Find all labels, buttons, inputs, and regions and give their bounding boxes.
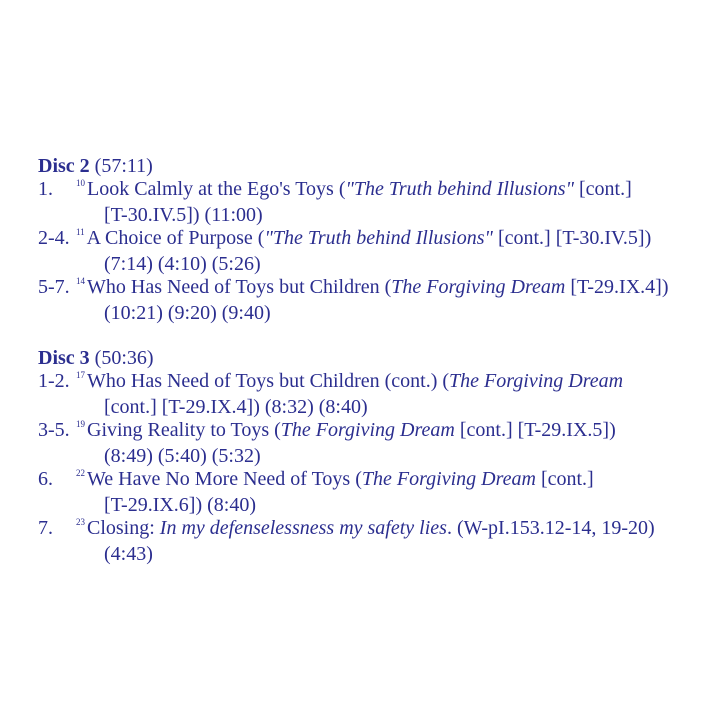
track-ref: [cont.] [T-29.IX.5]) [454, 419, 616, 441]
track-source: The Forgiving Dream [391, 276, 566, 298]
track-title: Who Has Need of Toys but Children (cont.) ( [87, 370, 450, 392]
disc-duration: (50:36) [94, 347, 154, 369]
track-ref: [cont.] [573, 178, 632, 200]
track-ref: [T-29.IX.4]) [565, 276, 669, 298]
footnote-ref: 23 [76, 517, 85, 527]
track-source: The Forgiving Dream [361, 468, 536, 490]
track-source: "The Truth behind Illusions" [345, 178, 574, 200]
track-continuation: (10:21) (9:20) (9:40) [104, 302, 271, 324]
track-source: The Forgiving Dream [280, 419, 455, 441]
disc-label: Disc 2 [38, 155, 90, 177]
track-number: 6. [38, 468, 53, 490]
track-item [38, 178, 698, 227]
track-title: A Choice of Purpose ( [86, 227, 265, 249]
track-title: Closing: [87, 517, 160, 539]
track-continuation: [cont.] [T-29.IX.4]) (8:32) (8:40) [104, 396, 368, 418]
footnote-ref: 14 [76, 276, 85, 286]
footnote-ref: 22 [76, 468, 85, 478]
track-title: We Have No More Need of Toys ( [87, 468, 362, 490]
track-title: Look Calmly at the Ego's Toys ( [87, 178, 346, 200]
track-continuation: (4:43) [104, 543, 153, 565]
track-ref: [cont.] [535, 468, 594, 490]
track-continuation: (7:14) (4:10) (5:26) [104, 253, 261, 275]
track-item [38, 517, 698, 566]
track-item [38, 468, 698, 517]
footnote-ref: 19 [76, 419, 85, 429]
disc-2-section [38, 155, 698, 325]
track-ref: . (W-pI.153.12-14, 19-20) [446, 517, 655, 539]
track-title: Who Has Need of Toys but Children ( [87, 276, 392, 298]
track-number: 5-7. [38, 276, 70, 298]
footnote-ref: 10 [76, 178, 85, 188]
disc-3-heading [38, 347, 698, 370]
track-continuation: (8:49) (5:40) (5:32) [104, 445, 261, 467]
track-source: "The Truth behind Illusions" [264, 227, 493, 249]
track-item [38, 419, 698, 468]
track-number: 1. [38, 178, 53, 200]
track-number: 2-4. [38, 227, 70, 249]
disc-3-section [38, 347, 698, 566]
track-continuation: [T-29.IX.6]) (8:40) [104, 494, 257, 516]
track-number: 7. [38, 517, 53, 539]
track-source: The Forgiving Dream [449, 370, 624, 392]
track-item [38, 370, 698, 419]
disc-2-heading [38, 155, 698, 178]
footnote-ref: 17 [76, 370, 85, 380]
footnote-ref: 11 [76, 227, 85, 237]
track-continuation: [T-30.IV.5]) (11:00) [104, 204, 263, 226]
track-number: 3-5. [38, 419, 70, 441]
disc-label: Disc 3 [38, 347, 90, 369]
track-item [38, 227, 698, 276]
track-title: Giving Reality to Toys ( [87, 419, 281, 441]
disc-duration: (57:11) [94, 155, 153, 177]
track-item [38, 276, 698, 325]
track-source: In my defenselessness my safety lies [159, 517, 447, 539]
track-ref: [cont.] [T-30.IV.5]) [492, 227, 652, 249]
track-number: 1-2. [38, 370, 70, 392]
